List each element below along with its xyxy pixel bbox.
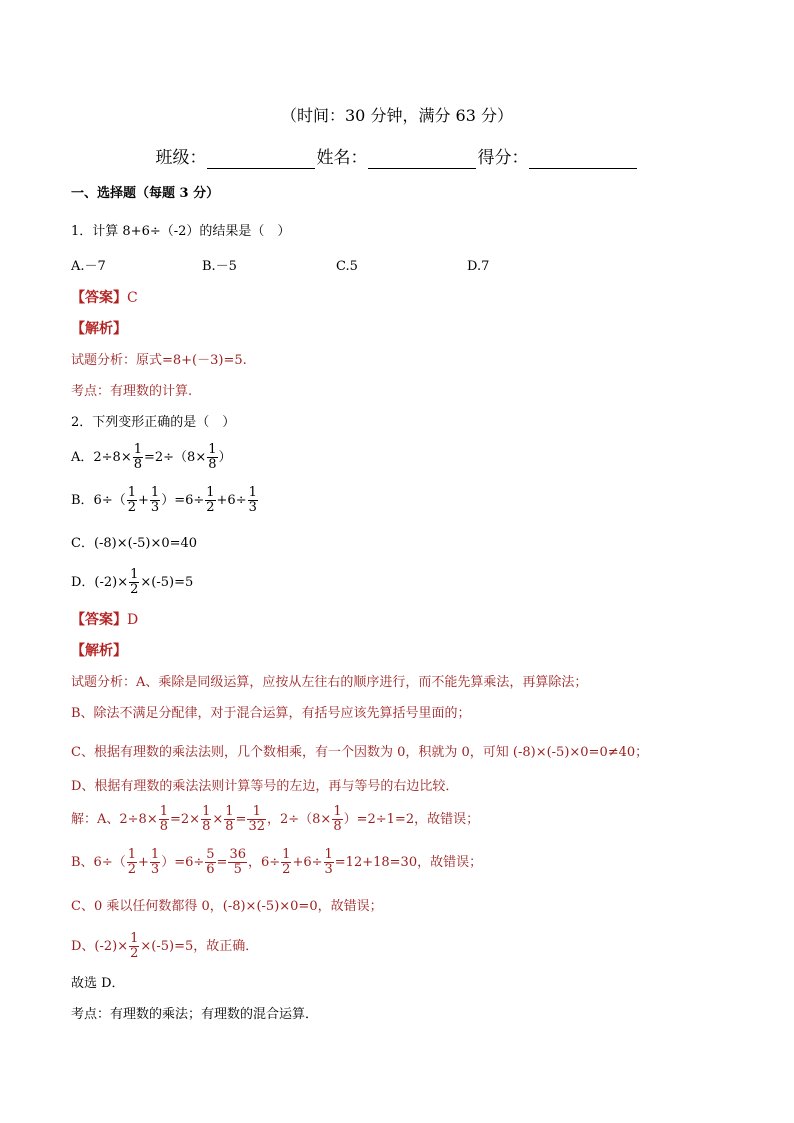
denominator: 8 (159, 819, 168, 834)
student-info-line (0, 147, 794, 169)
fraction (150, 848, 160, 877)
denominator: 2 (127, 500, 136, 515)
text: + (138, 493, 149, 508)
q1-option-d: D.7 (467, 259, 490, 274)
q2-analysis-tag: 【解析】 (71, 643, 127, 659)
denominator: 2 (127, 862, 136, 877)
text: +6÷ (292, 855, 323, 870)
q2-analysis-line: B、除法不满足分配律，对于混合运算，有括号应该先算括号里面的； (71, 706, 471, 721)
class-label: 班级： (155, 148, 207, 168)
denominator: 6 (206, 862, 215, 877)
text: ×(-5)=5 (140, 575, 194, 590)
numerator: 1 (127, 847, 136, 862)
denominator: 3 (324, 862, 333, 877)
numerator: 1 (206, 485, 215, 500)
fraction (205, 486, 215, 515)
text: ） (218, 450, 232, 465)
q2-solution-a (71, 805, 479, 834)
name-blank[interactable] (368, 150, 476, 169)
q2-conclusion: 故选 D． (71, 976, 125, 991)
q1-analysis-tag: 【解析】 (71, 321, 127, 337)
numerator: 1 (150, 485, 160, 500)
fraction (248, 486, 258, 515)
q2-point: 考点：有理数的乘法；有理数的混合运算． (71, 1007, 319, 1022)
q2-option-a (71, 443, 232, 472)
text: =12+18=30，故错误； (334, 855, 483, 870)
numerator: 36 (229, 847, 246, 862)
denominator: 2 (130, 582, 139, 597)
q2-stem: 2．下列变形正确的是（ ） (71, 415, 236, 430)
q2-option-d (71, 568, 193, 597)
fraction (281, 848, 291, 877)
numerator: 5 (206, 847, 215, 862)
numerator: 1 (225, 804, 234, 819)
text: ）=6÷ (161, 855, 205, 870)
q2-solution-d (71, 932, 258, 961)
denominator: 8 (133, 457, 142, 472)
fraction (127, 848, 137, 877)
denominator: 3 (150, 500, 160, 515)
denominator: 2 (282, 862, 291, 877)
text: = (216, 855, 228, 870)
text: ，6÷ (247, 855, 281, 870)
fraction (150, 486, 160, 515)
name-label: 姓名： (316, 148, 368, 168)
fraction (224, 805, 234, 834)
q1-analysis: 试题分析：原式=8+(－3)=5. (71, 353, 247, 368)
numerator: 1 (282, 847, 291, 862)
numerator: 1 (130, 567, 139, 582)
fraction (205, 848, 215, 877)
denominator: 3 (150, 862, 160, 877)
q2-answer-value: D (127, 612, 139, 628)
numerator: 1 (159, 804, 168, 819)
q2-solution-b (71, 848, 482, 877)
text: D．(-2)× (71, 575, 129, 590)
q1-option-a: A.－7 (71, 259, 106, 274)
numerator: 1 (133, 442, 142, 457)
text: +6÷ (216, 493, 247, 508)
text: + (138, 855, 149, 870)
denominator: 3 (248, 500, 257, 515)
numerator: 1 (248, 485, 257, 500)
denominator: 8 (333, 819, 342, 834)
numerator: 1 (247, 805, 266, 820)
denominator: 8 (208, 457, 217, 472)
time-info: （时间：30 分钟，满分 63 分） (281, 106, 513, 125)
q1-stem: 1．计算 8+6÷（-2）的结果是（ ） (71, 224, 291, 239)
text: A．2÷8× (71, 450, 132, 465)
numerator: 1 (202, 804, 211, 819)
numerator: 1 (208, 442, 217, 457)
denominator: 2 (206, 500, 215, 515)
q1-answer (71, 290, 138, 306)
q2-solution-c: C、0 乘以任何数都得 0，(-8)×(-5)×0=0，故错误； (71, 899, 383, 914)
q1-answer-tag: 【答案】 (71, 290, 127, 306)
text: =2× (170, 812, 201, 827)
text: B、6÷（ (71, 855, 126, 870)
fraction (324, 848, 334, 877)
q2-analysis-line: 试题分析：A、乘除是同级运算，应按从左往右的顺序进行，而不能先算乘法，再算除法； (71, 675, 588, 690)
q1-option-b: B.－5 (202, 259, 237, 274)
q2-option-c: C．(-8)×(-5)×0=40 (71, 536, 198, 551)
text: × (212, 812, 224, 827)
q2-analysis-line: C、根据有理数的乘法法则，几个数相乘，有一个因数为 0，积就为 0，可知 (-8)×(-5)×0=0≠40； (71, 745, 649, 760)
fraction (228, 848, 247, 877)
denominator: 2 (130, 946, 139, 961)
score-label: 得分： (477, 148, 529, 168)
denominator: 32 (248, 819, 265, 834)
numerator: 1 (130, 931, 139, 946)
fraction (159, 805, 169, 834)
fraction (201, 805, 211, 834)
fraction (207, 443, 217, 472)
fraction (133, 443, 143, 472)
fraction (127, 486, 137, 515)
text: ）=6÷ (161, 493, 205, 508)
denominator: 5 (233, 862, 242, 877)
q1-answer-value: C (127, 290, 138, 306)
q2-analysis-line: D、根据有理数的乘法法则计算等号的左边，再与等号的右边比较． (71, 779, 459, 794)
text: ，2÷（8× (266, 812, 332, 827)
text: = (235, 812, 247, 827)
fraction (129, 932, 139, 961)
section-title: 一、选择题（每题 3 分） (71, 186, 220, 201)
denominator: 8 (202, 819, 211, 834)
q1-option-c: C.5 (336, 259, 358, 274)
numerator: 1 (150, 847, 160, 862)
fraction (129, 568, 139, 597)
numerator: 1 (324, 847, 333, 862)
q2-answer (71, 612, 138, 628)
text: ×(-5)=5，故正确． (140, 939, 259, 954)
fraction (332, 805, 342, 834)
q1-point: 考点：有理数的计算. (71, 384, 193, 399)
denominator: 8 (225, 819, 234, 834)
text: =2÷（8× (144, 450, 207, 465)
q2-option-b (71, 486, 259, 515)
class-blank[interactable] (207, 150, 315, 169)
text: 解：A、2÷8× (71, 812, 158, 827)
q2-answer-tag: 【答案】 (71, 612, 127, 628)
text: ）=2÷1=2，故错误； (343, 812, 480, 827)
numerator: 1 (127, 485, 136, 500)
numerator: 1 (333, 804, 342, 819)
text: B．6÷（ (71, 493, 126, 508)
text: D、(-2)× (71, 939, 129, 954)
fraction (247, 805, 266, 834)
score-blank[interactable] (529, 150, 637, 169)
